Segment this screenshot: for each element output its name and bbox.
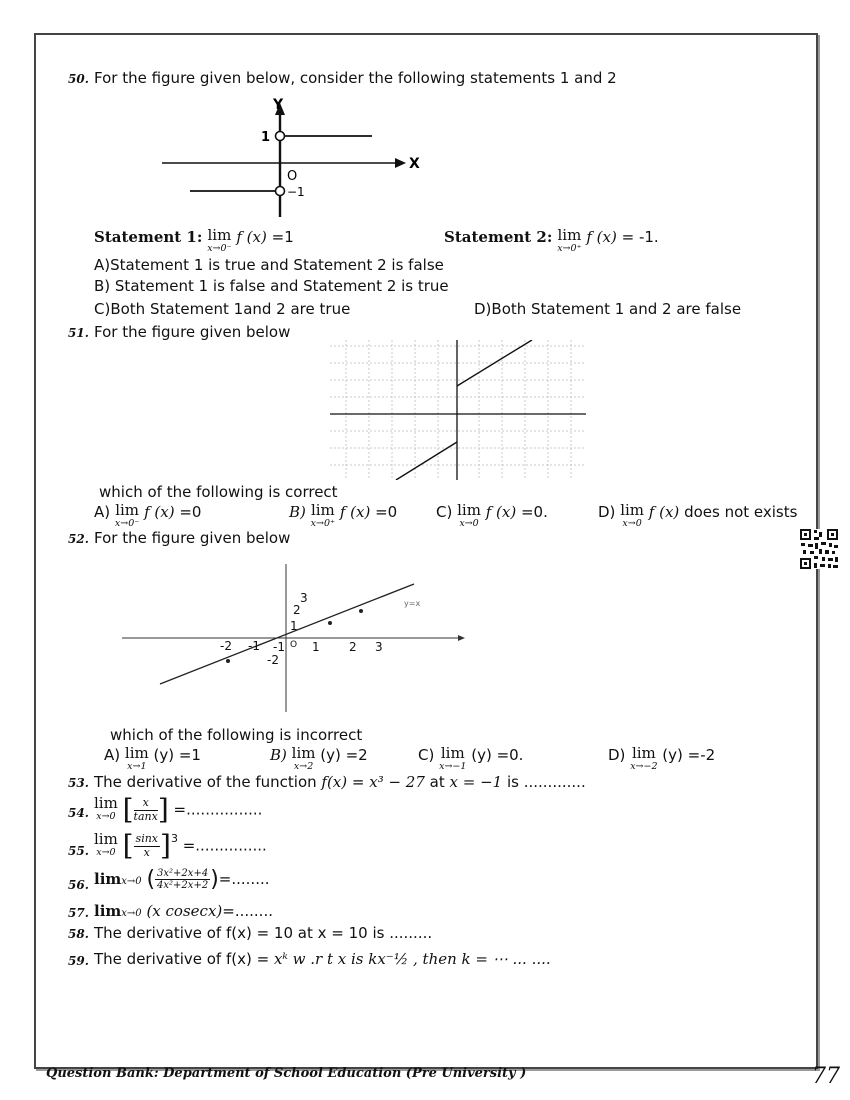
option-label: B) (270, 746, 287, 764)
q52-tick-y--1: -1 (273, 640, 285, 654)
q51-option-b (289, 503, 397, 529)
lim-word: lim (94, 870, 122, 888)
q57-inner: (x cosecx) (146, 902, 223, 920)
q52-tick-y-2: 2 (293, 603, 301, 617)
q52-tick-y--2: -2 (267, 653, 279, 667)
lim-word: lim (94, 794, 118, 812)
lim-word: lim (620, 501, 645, 519)
lim-word: lim (440, 744, 465, 762)
lim-sub: x→−1 (439, 761, 467, 772)
option-value: (y) =-2 (662, 746, 716, 764)
q52-tick-x--2: -2 (220, 639, 232, 653)
q51-figure (330, 340, 586, 480)
lim-sub: x→1 (127, 761, 147, 772)
q54-number: 54. (68, 806, 89, 820)
q51-text: For the figure given below (94, 323, 291, 341)
q59-expr: xᵏ w .r t x is kx⁻½ , then k = ⋯ ... .... (273, 950, 551, 968)
q50-number: 50. (68, 72, 89, 86)
bracket-open: [ (122, 829, 134, 862)
denominator: tanx (133, 809, 158, 823)
q59-text-a: The derivative of f(x) = (94, 950, 274, 968)
lim-sub: x→0 (96, 811, 116, 822)
fx: f (x) (144, 503, 175, 521)
lim-sub: x→0⁺ (310, 518, 336, 529)
bracket-open: [ (122, 793, 134, 826)
q58-text: The derivative of f(x) = 10 at x = 10 is ......... (94, 924, 433, 942)
q50-statement2 (444, 228, 659, 254)
q53-number: 53. (68, 776, 89, 790)
fraction (134, 833, 160, 858)
q53-x-value: x = −1 (449, 773, 503, 791)
lim-sub: x→0⁻ (207, 243, 232, 254)
option-value: does not exists (684, 503, 798, 521)
q50-option-c: C)Both Statement 1and 2 are true (94, 300, 351, 318)
q52-option-a (104, 746, 201, 772)
numerator: 3x²+2x+4 (157, 868, 209, 879)
q55-expr (94, 829, 267, 862)
exponent: 3 (170, 832, 178, 845)
lim-sub: x→0 (96, 847, 116, 858)
q53-text-a: The derivative of the function (94, 773, 322, 791)
q52-tick-x-3: 3 (375, 640, 383, 654)
lim-sub: x→0 (622, 518, 642, 529)
lim-sub: x→0 (121, 876, 142, 887)
lim-sub: x→−2 (630, 761, 658, 772)
q53-text (94, 773, 586, 791)
option-value: (y) =0. (471, 746, 524, 764)
q50-origin-label: O (287, 169, 298, 184)
q51-option-a (94, 503, 201, 529)
statement1-label: Statement 1: (94, 228, 203, 246)
q51-option-d (598, 503, 797, 529)
option-label: A) (94, 503, 111, 521)
statement2-label: Statement 2: (444, 228, 553, 246)
q52-tick-x--1: -1 (248, 639, 260, 653)
lim-word: lim (207, 226, 232, 244)
q52-option-d (608, 746, 715, 772)
lim-word: lim (94, 902, 122, 920)
q50-x-label: X (409, 156, 420, 172)
fx: f (x) (648, 503, 680, 521)
q57-number: 57. (68, 906, 89, 920)
q50-tick-1: 1 (261, 130, 271, 145)
lim-word: lim (94, 830, 118, 848)
q53-text-c: at (424, 773, 450, 791)
q54-tail: =................ (173, 800, 263, 819)
q50-text: For the figure given below, consider the following statements 1 and 2 (94, 69, 617, 87)
option-label: A) (104, 746, 121, 764)
statement1-value: =1 (271, 228, 294, 246)
q53-text-b: = (347, 773, 370, 791)
q53-fx: f(x) (321, 773, 348, 791)
paren-close: ) (210, 867, 219, 892)
q52-tick-x-1: 1 (312, 640, 320, 654)
q51-option-c (436, 503, 548, 529)
q52-prompt: which of the following is incorrect (110, 726, 363, 744)
lim-word: lim (631, 744, 656, 762)
q56-tail: =........ (218, 870, 270, 888)
q50-option-b: B) Statement 1 is false and Statement 2 is true (94, 277, 449, 295)
q57-expr (94, 902, 273, 920)
page-number: 77 (812, 1064, 840, 1089)
fx: f (x) (236, 228, 267, 246)
q50-y-label: Y (273, 97, 284, 113)
q53-expr: x³ − 27 (369, 773, 425, 791)
q52-tick-y-1: 1 (290, 619, 298, 633)
numerator: x (134, 797, 158, 810)
q59-number: 59. (68, 954, 89, 968)
option-value: (y) =2 (320, 746, 368, 764)
bracket-close: ] (160, 829, 171, 862)
q52-option-b (270, 746, 368, 772)
q52-option-c (418, 746, 523, 772)
fx: f (x) (485, 503, 517, 521)
lim-sub: x→0 (121, 908, 142, 919)
q55-tail: =............... (182, 836, 267, 855)
option-value: (y) =1 (153, 746, 201, 764)
numerator: sinx (135, 832, 158, 846)
q52-origin: O (290, 640, 298, 650)
lim-sub: x→0⁺ (557, 243, 582, 254)
lim-word: lim (115, 501, 140, 519)
lim-sub: x→0⁻ (114, 518, 140, 529)
q50-option-a: A)Statement 1 is true and Statement 2 is false (94, 256, 444, 274)
q56-expr (94, 867, 270, 892)
option-label: D) (608, 746, 626, 764)
bracket-close: ] (157, 793, 169, 826)
fraction (155, 868, 210, 891)
q58-number: 58. (68, 927, 89, 941)
option-value: =0. (520, 503, 548, 521)
q52-figure (118, 562, 470, 720)
q53-text-d: is ............. (502, 773, 586, 791)
lim-word: lim (557, 226, 582, 244)
fx: f (x) (339, 503, 371, 521)
q55-number: 55. (68, 844, 89, 858)
statement2-value: = -1. (621, 228, 659, 246)
fraction (134, 797, 158, 822)
q50-tick-minus1: −1 (287, 185, 305, 199)
fx: f (x) (586, 228, 617, 246)
q51-prompt: which of the following is correct (99, 483, 338, 501)
lim-word: lim (291, 744, 316, 762)
paren-open: ( (146, 867, 156, 892)
footer-text: Question Bank: Department of School Education (Pre University ) (46, 1066, 527, 1081)
denominator: x (143, 845, 150, 859)
lim-word: lim (124, 744, 149, 762)
qr-code (800, 529, 838, 569)
lim-sub: x→2 (293, 761, 314, 772)
q52-number: 52. (68, 532, 89, 546)
q52-tick-x-2: 2 (349, 640, 357, 654)
q50-option-d: D)Both Statement 1 and 2 are false (474, 300, 742, 318)
lim-word: lim (310, 501, 335, 519)
q56-number: 56. (68, 878, 89, 892)
q50-statement1 (94, 228, 294, 254)
q52-tick-y-3: 3 (300, 591, 308, 605)
lim-word: lim (457, 501, 481, 519)
option-value: =0 (375, 503, 398, 521)
q59-text (94, 950, 551, 968)
option-value: =0 (179, 503, 202, 521)
option-label: C) (436, 503, 453, 521)
q57-tail: =........ (222, 902, 273, 920)
lim-sub: x→0 (459, 518, 479, 529)
q52-text: For the figure given below (94, 529, 291, 547)
q50-figure (120, 95, 430, 220)
option-label: C) (418, 746, 435, 764)
option-label: B) (289, 503, 306, 521)
q51-number: 51. (68, 326, 89, 340)
denominator: 4x²+2x+2 (157, 880, 209, 891)
q52-line-label: y=x (404, 599, 421, 608)
q54-expr (94, 793, 263, 826)
option-label: D) (598, 503, 616, 521)
